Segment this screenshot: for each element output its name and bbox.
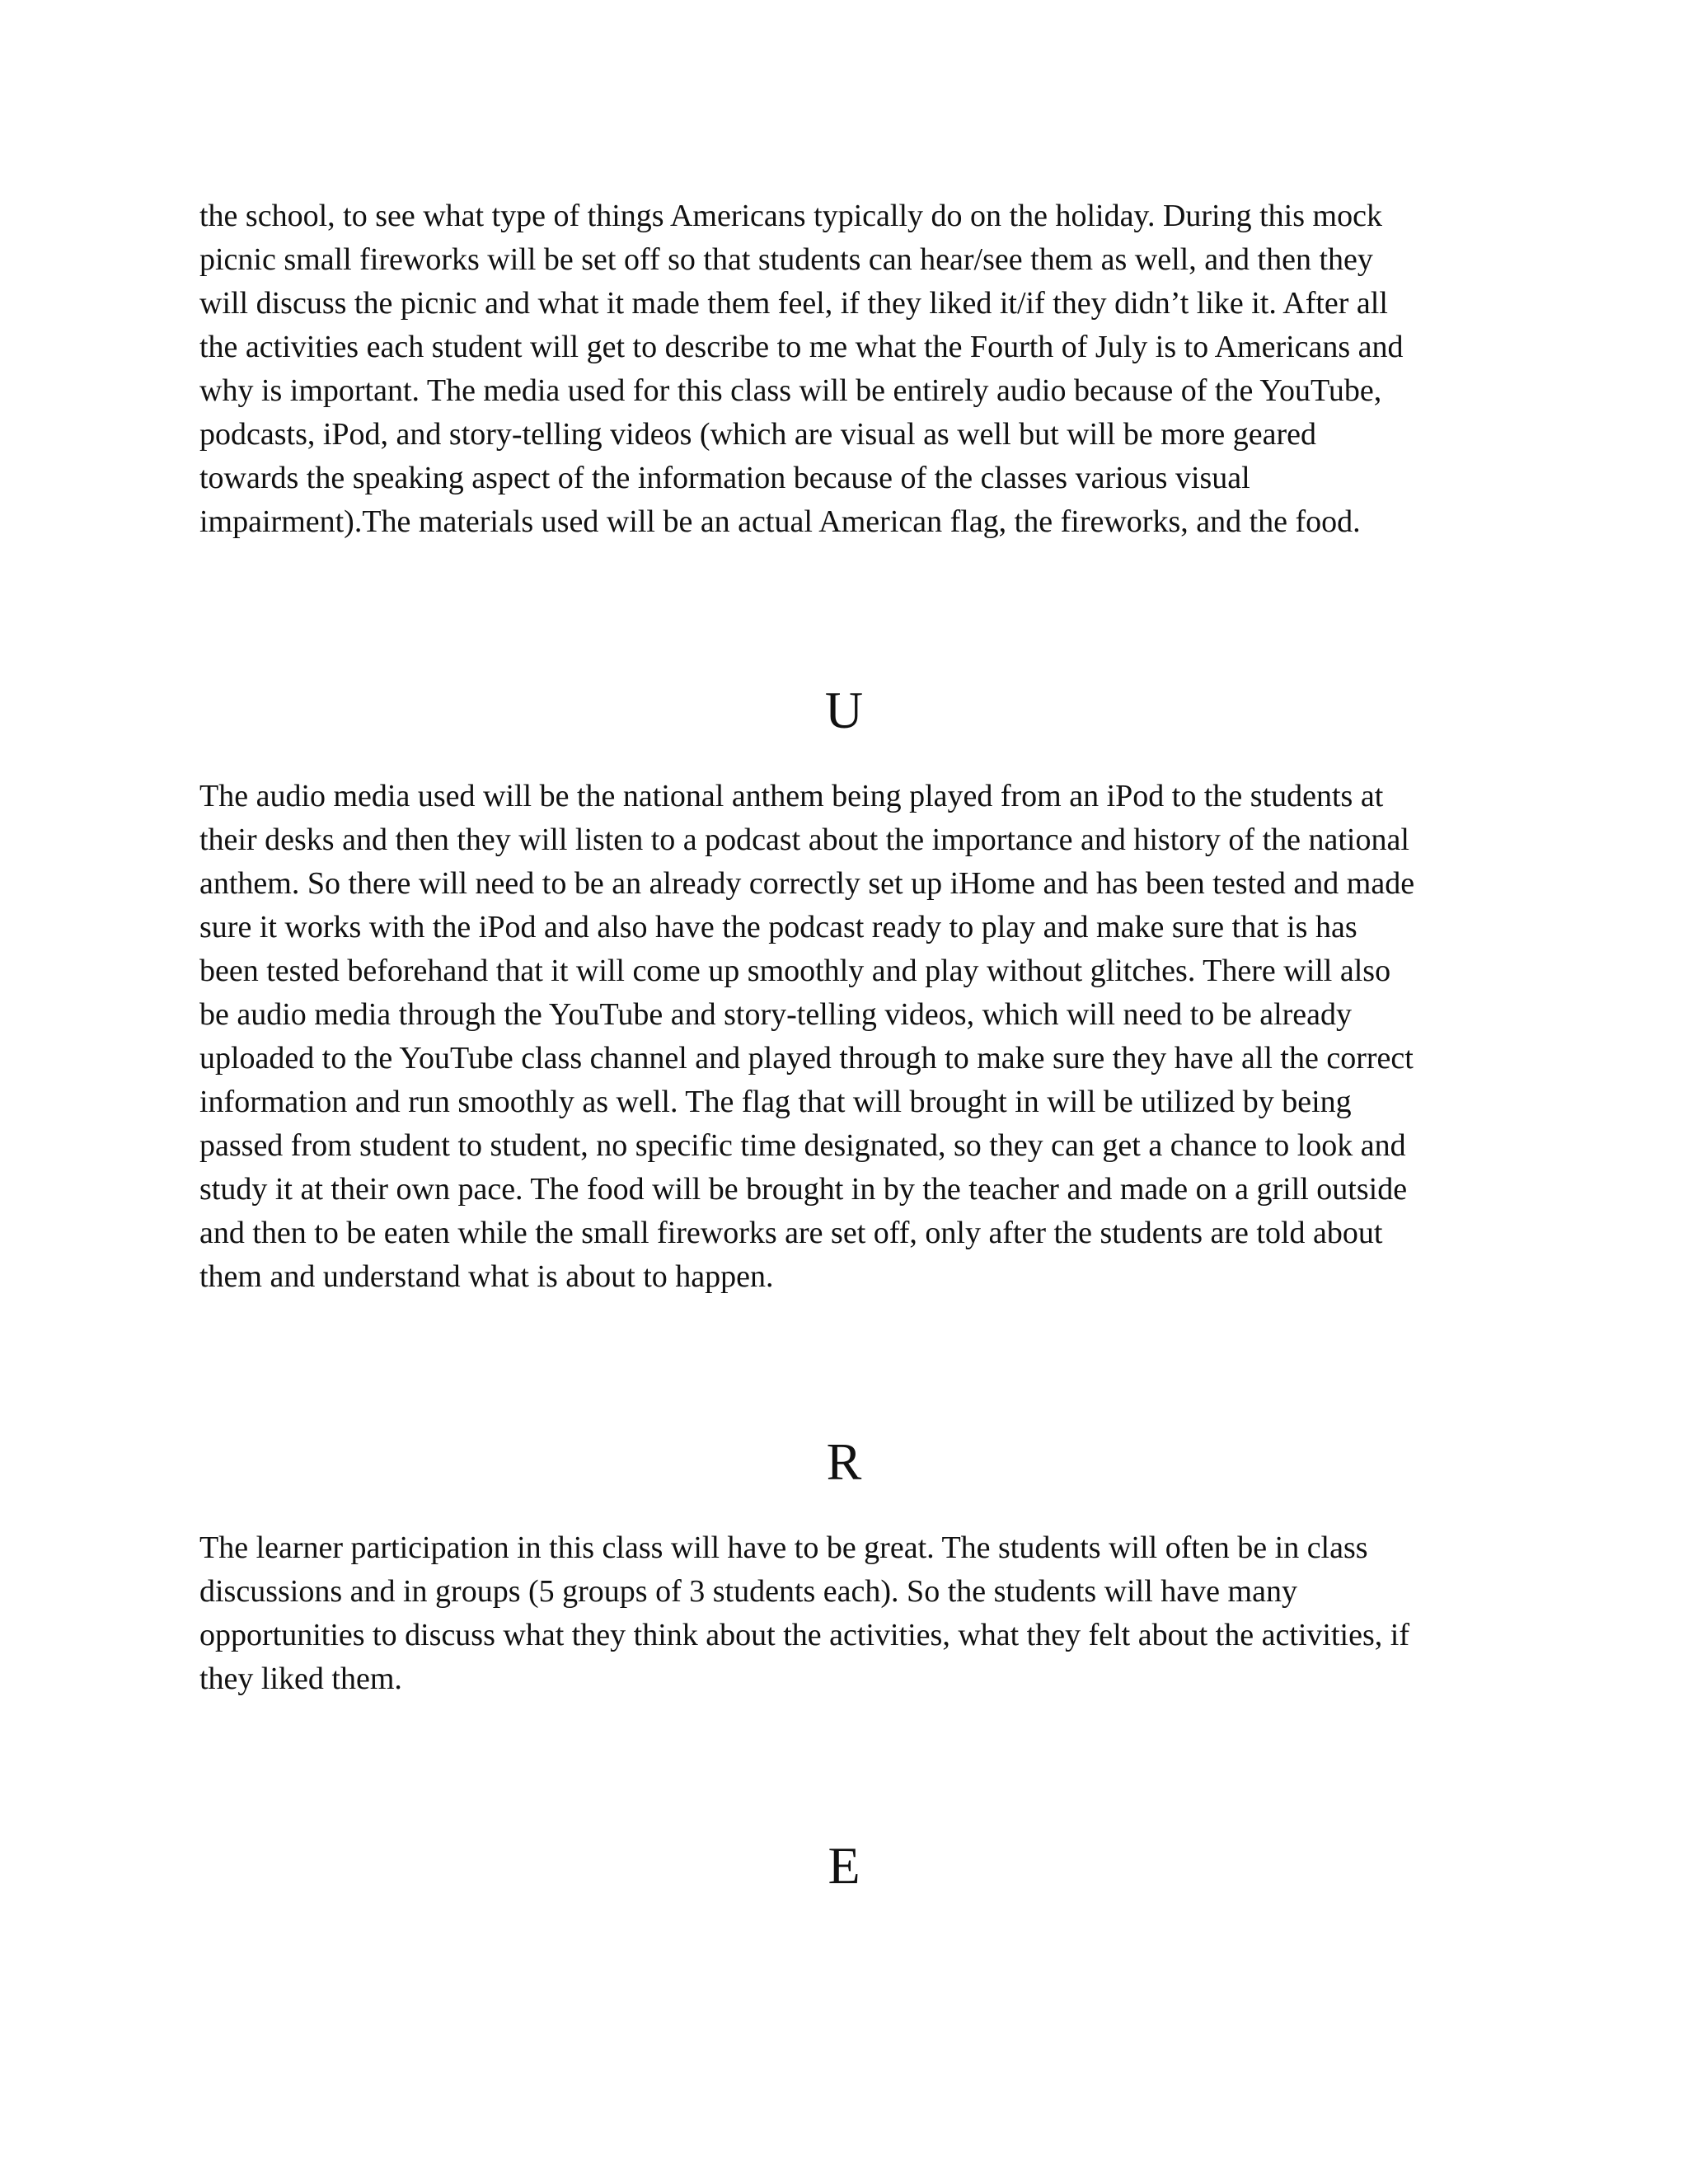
- text-line: towards the speaking aspect of the information because of the classes various visual: [199, 461, 1250, 495]
- paragraph-learner-participation: [199, 1526, 1502, 1701]
- text-line: The learner participation in this class will have to be great. The students will often be in class: [199, 1530, 1368, 1565]
- text-line: sure it works with the iPod and also have the podcast ready to play and make sure that is has: [199, 910, 1357, 944]
- text-line: their desks and then they will listen to a podcast about the importance and history of the national: [199, 823, 1409, 857]
- text-line: information and run smoothly as well. The flag that will brought in will be utilized by being: [199, 1085, 1352, 1119]
- text-line: been tested beforehand that it will come up smoothly and play without glitches. There will also: [199, 954, 1391, 988]
- paragraph-utilize-media: [199, 775, 1502, 1299]
- text-line: opportunities to discuss what they think about the activities, what they felt about the activities, if: [199, 1618, 1409, 1652]
- text-line: study it at their own pace. The food will be brought in by the teacher and made on a grill outside: [199, 1172, 1408, 1207]
- section-heading-r: R: [826, 1432, 862, 1491]
- text-line: and then to be eaten while the small fireworks are set off, only after the students are told about: [199, 1216, 1383, 1250]
- text-line: they liked them.: [199, 1661, 402, 1696]
- section-heading-u: U: [824, 681, 864, 739]
- text-line: picnic small fireworks will be set off so that students can hear/see them as well, and then they: [199, 242, 1373, 277]
- text-line: be audio media through the YouTube and story-telling videos, which will need to be already: [199, 997, 1353, 1032]
- text-line: The audio media used will be the national anthem being played from an iPod to the students at: [199, 779, 1384, 813]
- text-line: uploaded to the YouTube class channel and played through to make sure they have all the correct: [199, 1041, 1414, 1076]
- text-line: will discuss the picnic and what it made them feel, if they liked it/if they didn’t like it. After all: [199, 286, 1388, 321]
- text-line: passed from student to student, no specific time designated, so they can get a chance to look and: [199, 1128, 1406, 1163]
- text-line: discussions and in groups (5 groups of 3 students each). So the students will have many: [199, 1574, 1297, 1609]
- text-line: the school, to see what type of things Americans typically do on the holiday. During this mock: [199, 199, 1382, 233]
- section-heading-e: E: [828, 1836, 860, 1895]
- text-line: the activities each student will get to describe to me what the Fourth of July is to Americans and: [199, 330, 1404, 364]
- text-line: them and understand what is about to happen.: [199, 1259, 774, 1294]
- text-line: why is important. The media used for this class will be entirely audio because of the YouTube,: [199, 373, 1382, 408]
- text-line: impairment).The materials used will be an actual American flag, the fireworks, and the food.: [199, 504, 1361, 539]
- text-line: podcasts, iPod, and story-telling videos (which are visual as well but will be more geared: [199, 417, 1317, 452]
- text-line: anthem. So there will need to be an already correctly set up iHome and has been tested and made: [199, 866, 1415, 901]
- paragraph-materials: [199, 194, 1502, 544]
